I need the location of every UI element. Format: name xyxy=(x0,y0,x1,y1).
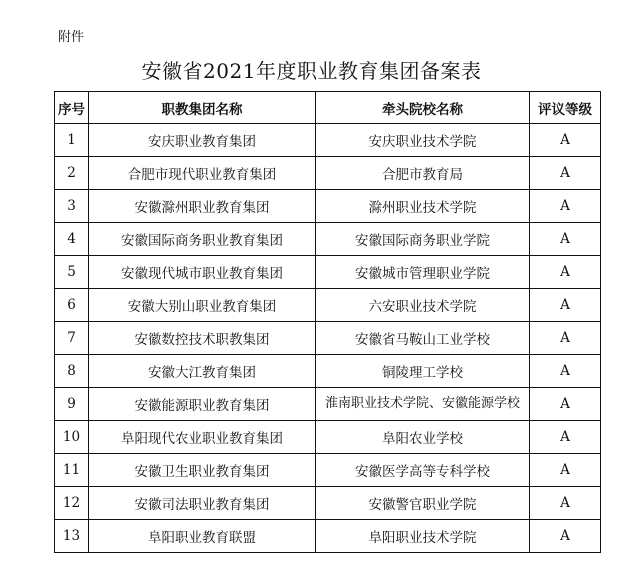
table-row xyxy=(55,223,601,256)
row-grade: A xyxy=(530,388,601,421)
row-group-name: 阜阳职业教育联盟 xyxy=(89,520,316,553)
row-lead-school: 铜陵理工学校 xyxy=(316,355,530,388)
row-index: 10 xyxy=(55,421,89,454)
table-row xyxy=(55,388,601,421)
row-index: 6 xyxy=(55,289,89,322)
row-lead-school: 阜阳农业学校 xyxy=(316,421,530,454)
row-index: 1 xyxy=(55,124,89,157)
table-row xyxy=(55,289,601,322)
row-grade: A xyxy=(530,223,601,256)
row-index: 13 xyxy=(55,520,89,553)
table-row xyxy=(55,190,601,223)
row-lead-school: 六安职业技术学院 xyxy=(316,289,530,322)
row-group-name: 安庆职业教育集团 xyxy=(89,124,316,157)
row-lead-school: 安徽医学高等专科学校 xyxy=(316,454,530,487)
table-row xyxy=(55,421,601,454)
row-grade: A xyxy=(530,487,601,520)
row-grade: A xyxy=(530,355,601,388)
row-lead-school: 安徽省马鞍山工业学校 xyxy=(316,322,530,355)
row-index: 7 xyxy=(55,322,89,355)
row-grade: A xyxy=(530,289,601,322)
row-group-name: 阜阳现代农业职业教育集团 xyxy=(89,421,316,454)
row-index: 12 xyxy=(55,487,89,520)
row-group-name: 安徽司法职业教育集团 xyxy=(89,487,316,520)
row-lead-school: 安徽城市管理职业学院 xyxy=(316,256,530,289)
table-row xyxy=(55,454,601,487)
header-row xyxy=(55,92,601,124)
row-lead-school: 滁州职业技术学院 xyxy=(316,190,530,223)
row-grade: A xyxy=(530,256,601,289)
row-group-name: 安徽能源职业教育集团 xyxy=(89,388,316,421)
table-row xyxy=(55,487,601,520)
row-grade: A xyxy=(530,520,601,553)
header-group-name: 职教集团名称 xyxy=(89,92,316,124)
table-row xyxy=(55,322,601,355)
row-grade: A xyxy=(530,190,601,223)
document-title: 安徽省2021年度职业教育集团备案表 xyxy=(141,59,482,83)
row-index: 9 xyxy=(55,388,89,421)
row-index: 4 xyxy=(55,223,89,256)
row-index: 5 xyxy=(55,256,89,289)
row-lead-school: 安徽警官职业学院 xyxy=(316,487,530,520)
row-index: 8 xyxy=(55,355,89,388)
row-grade: A xyxy=(530,421,601,454)
table-body xyxy=(55,124,601,553)
row-group-name: 安徽卫生职业教育集团 xyxy=(89,454,316,487)
row-group-name: 安徽滁州职业教育集团 xyxy=(89,190,316,223)
table-row xyxy=(55,124,601,157)
row-lead-school: 淮南职业技术学院、安徽能源学校 xyxy=(316,388,530,421)
attachment-label: 附件 xyxy=(58,30,85,45)
row-group-name: 安徽大江教育集团 xyxy=(89,355,316,388)
row-grade: A xyxy=(530,124,601,157)
row-index: 11 xyxy=(55,454,89,487)
row-lead-school: 阜阳职业技术学院 xyxy=(316,520,530,553)
row-group-name: 安徽现代城市职业教育集团 xyxy=(89,256,316,289)
row-group-name: 安徽国际商务职业教育集团 xyxy=(89,223,316,256)
table-row xyxy=(55,256,601,289)
row-lead-school: 安庆职业技术学院 xyxy=(316,124,530,157)
row-grade: A xyxy=(530,322,601,355)
row-lead-school: 安徽国际商务职业学院 xyxy=(316,223,530,256)
header-index: 序号 xyxy=(55,92,89,124)
row-group-name: 安徽数控技术职教集团 xyxy=(89,322,316,355)
row-group-name: 安徽大别山职业教育集团 xyxy=(89,289,316,322)
row-lead-school: 合肥市教育局 xyxy=(316,157,530,190)
row-group-name: 合肥市现代职业教育集团 xyxy=(89,157,316,190)
table-row xyxy=(55,157,601,190)
row-grade: A xyxy=(530,157,601,190)
header-grade: 评议等级 xyxy=(530,92,601,124)
row-index: 3 xyxy=(55,190,89,223)
table-row xyxy=(55,520,601,553)
header-lead-school: 牵头院校名称 xyxy=(316,92,530,124)
table-header xyxy=(55,92,601,124)
filing-table xyxy=(54,91,601,553)
table-row xyxy=(55,355,601,388)
row-grade: A xyxy=(530,454,601,487)
row-index: 2 xyxy=(55,157,89,190)
